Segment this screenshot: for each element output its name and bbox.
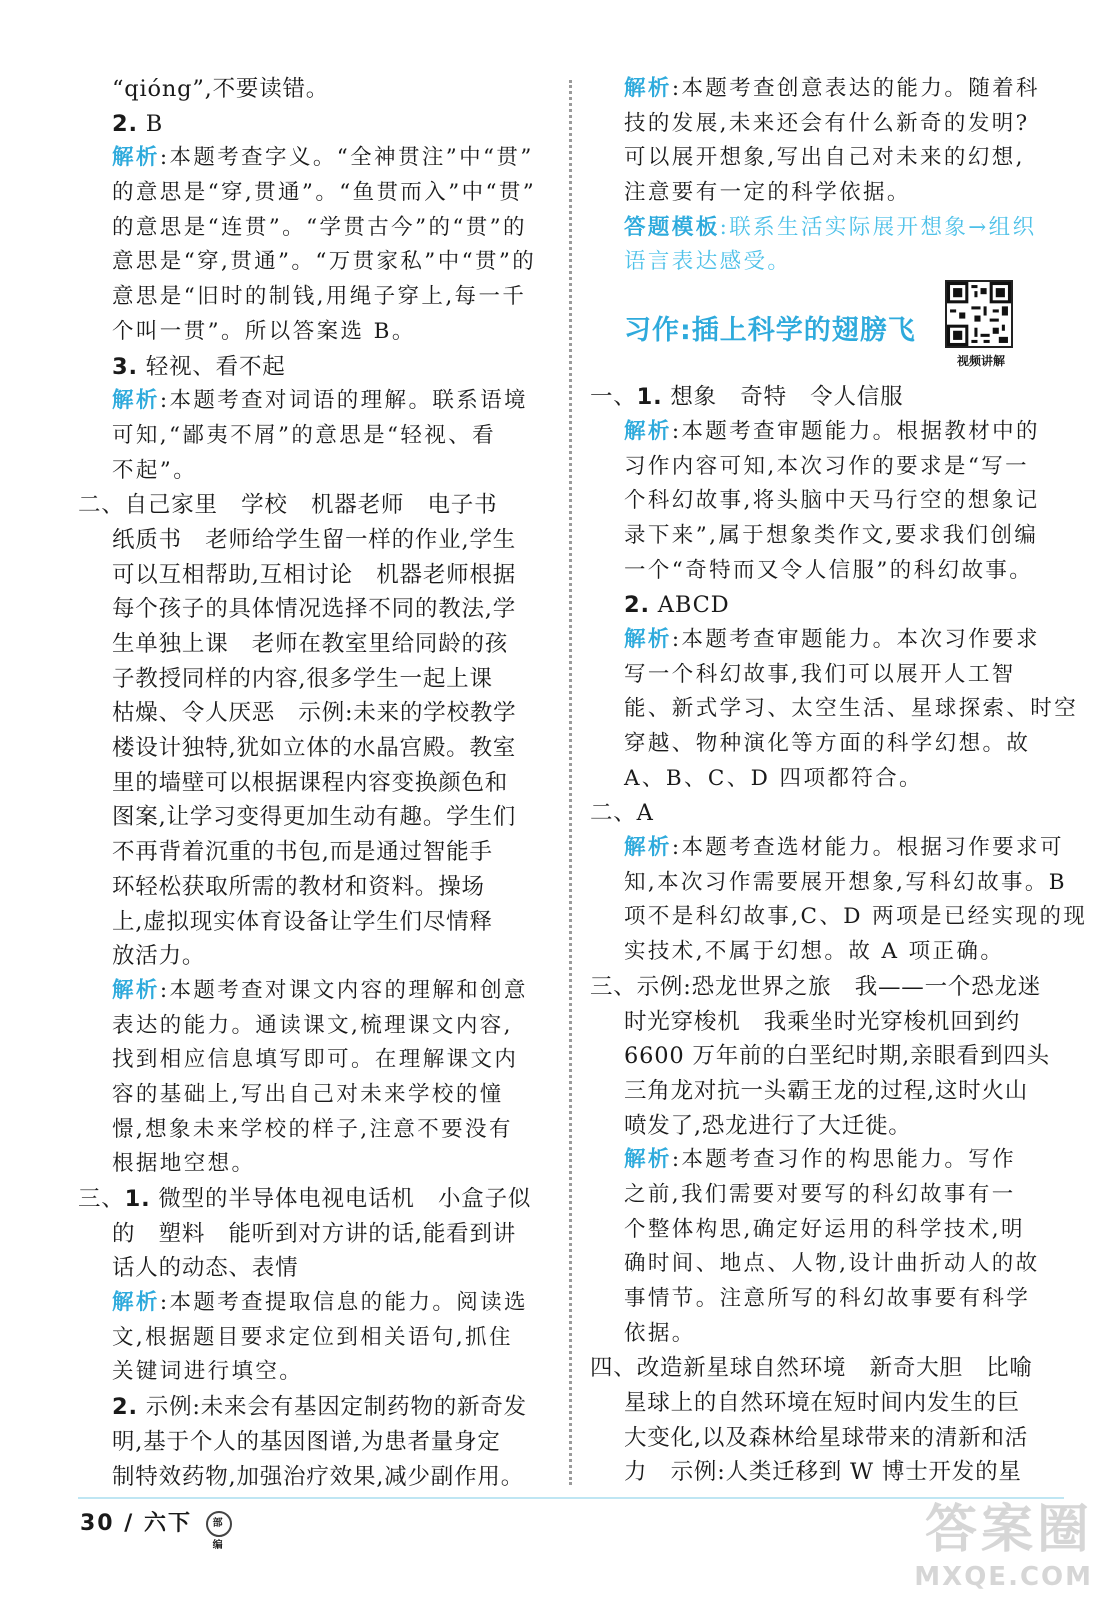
text-line (590, 588, 1064, 623)
line-text: :本题考查审题能力。根据教材中的 (671, 418, 1040, 444)
line-text: 录下来”,属于想象类作文,要求我们创编 (624, 522, 1039, 548)
line-text: 根据地空想。 (112, 1151, 256, 1177)
line-text: :本题考查习作的构思能力。写作 (671, 1147, 1017, 1173)
analysis-tag: 解析 (112, 145, 160, 171)
question-number: 2. (624, 592, 650, 619)
line-text: 个整体构思,确定好运用的科学技术,明 (624, 1216, 1025, 1242)
line-text: A (636, 800, 654, 827)
line-text: 星球上的自然环境在短时间内发生的巨 (624, 1390, 1021, 1417)
analysis-tag: 解析 (112, 1290, 160, 1316)
text-line (590, 1213, 1064, 1248)
line-text: 改造新星球自然环境 新奇大胆 比喻 (636, 1355, 1033, 1382)
text-line (78, 1217, 548, 1252)
page-number (80, 1506, 232, 1551)
text-line (78, 315, 548, 350)
line-text: 文,根据题目要求定位到相关语句,抓住 (112, 1324, 513, 1350)
text-line (590, 176, 1064, 211)
text-line (78, 1182, 548, 1217)
qr-code[interactable] (945, 280, 1013, 348)
text-line (590, 1143, 1064, 1178)
text-line (590, 72, 1064, 107)
text-line (78, 419, 548, 454)
text-line (590, 245, 1064, 280)
text-line (78, 176, 548, 211)
line-text: 轻视、看不起 (137, 353, 286, 380)
text-line (590, 762, 1064, 797)
edition-badge: 部编 (206, 1511, 232, 1537)
line-text: 枯燥、令人厌恶 示例:未来的学校教学 (112, 700, 517, 727)
text-line (590, 692, 1079, 727)
line-text: 的意思是“穿,贯通”。“鱼贯而入”中“贯” (112, 180, 537, 206)
text-line (590, 1317, 1064, 1352)
line-text: 纸质书 老师给学生留一样的作业,学生 (112, 526, 517, 553)
text-line (590, 415, 1064, 450)
line-text: :联系生活实际展开想象→组织 (719, 214, 1037, 240)
line-text: 6600 万年前的白垩纪时期,亲眼看到四头 (624, 1043, 1050, 1070)
line-text: 注意要有一定的科学依据。 (624, 180, 911, 206)
line-text: 意思是“穿,贯通”。“万贯家私”中“贯”的 (112, 249, 537, 275)
line-text: 依据。 (624, 1320, 696, 1346)
text-line (78, 488, 548, 523)
section-title: 习作:插上科学的翅膀飞 (624, 315, 916, 347)
section-number: 二、 (590, 800, 637, 827)
line-text: :本题考查对词语的理解。联系语境 (159, 388, 528, 414)
text-line (590, 935, 1064, 970)
line-text: 图案,让学习变得更加生动有趣。学生们 (112, 804, 517, 831)
line-text: 一个“奇特而又令人信服”的科幻故事。 (624, 557, 1034, 583)
line-text: 写一个科幻故事,我们可以展开人工智 (624, 661, 1016, 687)
section-number: 三、 (590, 973, 637, 1000)
line-text: :本题考查提取信息的能力。阅读选 (159, 1290, 528, 1316)
line-text: “qióng”,不要读错。 (112, 76, 330, 102)
line-text: 的意思是“连贯”。“学贯古今”的“贯”的 (112, 214, 527, 240)
text-line (78, 107, 548, 142)
right-top-block (590, 72, 1064, 280)
line-text: 不起”。 (112, 457, 198, 483)
line-text: 不再背着沉重的书包,而是通过智能手 (112, 839, 493, 866)
text-line (78, 1113, 548, 1148)
text-line (590, 658, 1064, 693)
text-line (78, 72, 548, 107)
analysis-tag: 解析 (112, 977, 160, 1003)
text-line (78, 905, 548, 940)
line-text: 示例:恐龙世界之旅 我——一个恐龙迷 (636, 973, 1042, 1000)
text-line (590, 1351, 1064, 1386)
line-text: 的 塑料 能听到对方讲的话,能看到讲 (112, 1220, 517, 1247)
line-text: 话人的动态、表情 (112, 1255, 299, 1282)
text-line (78, 1321, 548, 1356)
line-text: 之前,我们需要对要写的科幻故事有一 (624, 1181, 1016, 1207)
column-divider (569, 80, 572, 1485)
line-text: 语言表达感受。 (624, 249, 792, 275)
line-text: 可以互相帮助,互相讨论 机器老师根据 (112, 561, 517, 588)
text-line (78, 1251, 548, 1286)
text-line (590, 107, 1064, 142)
text-line (78, 1390, 548, 1425)
text-line (78, 1286, 548, 1321)
text-line (590, 796, 1064, 831)
line-text: 个叫一贯”。所以答案选 B。 (112, 318, 416, 344)
text-line (590, 831, 1064, 866)
line-text: 确时间、地点、人物,设计曲折动人的故 (624, 1251, 1040, 1277)
line-text: 容的基础上,写出自己对未来学校的憧 (112, 1081, 504, 1107)
line-text: 制特效药物,加强治疗效果,减少副作用。 (112, 1463, 525, 1490)
text-line (78, 1355, 548, 1390)
line-text: 三角龙对抗一头霸王龙的过程,这时火山 (624, 1077, 1029, 1104)
text-line (78, 350, 548, 385)
line-text: 子教授同样的内容,很多学生一起上课 (112, 665, 493, 692)
page-number-text: 30 / 六下 (80, 1511, 192, 1536)
analysis-tag: 解析 (112, 388, 160, 414)
line-text: 时光穿梭机 我乘坐时光穿梭机回到约 (624, 1008, 1021, 1035)
line-text: :本题考查审题能力。本次习作要求 (671, 626, 1040, 652)
line-text: 习作内容可知,本次习作的要求是“写一 (624, 453, 1030, 479)
watermark (914, 1487, 1093, 1592)
line-text: ABCD (649, 592, 730, 619)
question-number: 1. (636, 384, 663, 411)
line-text: 楼设计独特,犹如立体的水晶宫殿。教室 (112, 735, 517, 762)
line-text: 上,虚拟现实体育设备让学生们尽情释 (112, 908, 493, 935)
text-line (590, 519, 1064, 554)
line-text: 找到相应信息填写即可。在理解课文内 (112, 1047, 519, 1073)
line-text: 穿越、物种演化等方面的科学幻想。故 (624, 731, 1031, 756)
line-text: 意思是“旧时的制钱,用绳子穿上,每一千 (112, 284, 527, 310)
text-line (78, 280, 548, 315)
text-line (78, 662, 548, 697)
text-line (78, 592, 548, 627)
line-text: 自己家里 学校 机器老师 电子书 (124, 492, 498, 519)
text-line (590, 970, 1064, 1005)
analysis-tag: 答题模板 (624, 214, 720, 240)
text-line (78, 1009, 548, 1044)
text-line (590, 1247, 1064, 1282)
text-line (78, 1460, 548, 1495)
left-column (78, 72, 548, 1494)
section-number: 四、 (590, 1355, 637, 1382)
text-line (590, 866, 1067, 901)
text-line (78, 1043, 548, 1078)
text-line (78, 800, 548, 835)
line-text: :本题考查字义。“全神贯注”中“贯” (159, 145, 534, 171)
question-number: 1. (124, 1186, 151, 1212)
text-line (590, 623, 1064, 658)
section-number: 三、 (78, 1186, 125, 1212)
line-text: 实技术,不属于幻想。故 A 项正确。 (624, 939, 1005, 965)
line-text: 能、新式学习、太空生活、星球探索、时空 (624, 696, 1079, 722)
text-line (78, 523, 548, 558)
qr-label: 视频讲解 (956, 354, 1005, 369)
line-text: 生单独上课 老师在教室里给同龄的孩 (112, 631, 509, 657)
line-text: 表达的能力。通读课文,梳理课文内容, (112, 1012, 513, 1038)
text-line (590, 727, 1064, 762)
section-number: 一、 (590, 384, 637, 411)
line-text: :本题考查对课文内容的理解和创意 (159, 977, 528, 1003)
text-line (590, 211, 1064, 246)
text-line (78, 731, 548, 766)
watermark-logo: 答案圈 (924, 1500, 1093, 1560)
text-line (590, 1386, 1064, 1421)
analysis-tag: 解析 (624, 76, 672, 101)
text-line (78, 384, 548, 419)
text-line (590, 1005, 1064, 1040)
line-text: 每个孩子的具体情况选择不同的教法,学 (112, 596, 517, 623)
text-line (78, 766, 548, 801)
right-column (590, 72, 1088, 1490)
text-line (78, 696, 548, 731)
line-text: :本题考查选材能力。根据习作要求可 (671, 835, 1064, 861)
line-text: 可知,“鄙夷不屑”的意思是“轻视、看 (112, 422, 497, 448)
analysis-tag: 解析 (624, 835, 672, 861)
line-text: 里的墙壁可以根据课程内容变换颜色和 (112, 769, 509, 796)
text-line (590, 380, 1064, 415)
text-line (590, 1109, 1064, 1144)
text-line (78, 974, 548, 1009)
line-text: A、B、C、D 四项都符合。 (624, 765, 923, 791)
analysis-tag: 解析 (624, 626, 672, 652)
line-text: :本题考查创意表达的能力。随着科 (671, 76, 1040, 101)
line-text: 喷发了,恐龙进行了大迁徙。 (624, 1112, 912, 1139)
line-text: 关键词进行填空。 (112, 1359, 304, 1385)
text-line (590, 1421, 1064, 1456)
question-number: 2. (112, 1394, 138, 1421)
text-line (78, 211, 548, 246)
line-text: 事情节。注意所写的科幻故事要有科学 (624, 1286, 1031, 1311)
text-line (590, 450, 1064, 485)
line-text: 知,本次习作需要展开想象,写科幻故事。B (624, 869, 1067, 895)
text-line (78, 1147, 548, 1182)
text-line (78, 870, 548, 905)
text-line (590, 1074, 1064, 1109)
line-text: 力 示例:人类迁移到 W 博士开发的星 (624, 1459, 1022, 1486)
line-text: 放活力。 (112, 943, 206, 970)
text-line (590, 484, 1064, 519)
text-line (590, 554, 1064, 589)
line-text: 项不是科幻故事,C、D 两项是已经实现的现 (624, 904, 1088, 930)
line-text: B (137, 110, 164, 137)
text-line (78, 1078, 548, 1113)
line-text: 微型的半导体电视电话机 小盒子似 (150, 1186, 532, 1212)
question-number: 3. (112, 353, 138, 380)
text-line (78, 454, 548, 489)
qr-code-icon (947, 282, 1011, 346)
question-number: 2. (112, 110, 138, 137)
text-line (78, 939, 548, 974)
text-line (590, 141, 1064, 176)
right-main-block (590, 380, 1088, 1490)
text-line (78, 558, 548, 593)
line-text: 个科幻故事,将头脑中天马行空的想象记 (624, 488, 1040, 514)
line-text: 大变化,以及森林给星球带来的清新和活 (624, 1424, 1029, 1451)
watermark-url: MXQE.COM (914, 1562, 1093, 1592)
text-line (590, 1178, 1064, 1213)
text-line (78, 1425, 548, 1460)
line-text: 技的发展,未来还会有什么新奇的发明? (624, 110, 1030, 136)
line-text: 憬,想象未来学校的样子,注意不要没有 (112, 1116, 513, 1142)
section-header (590, 280, 1064, 380)
line-text: 示例:未来会有基因定制药物的新奇发 (137, 1394, 527, 1421)
line-text: 环轻松获取所需的教材和资料。操场 (112, 873, 485, 900)
line-text: 可以展开想象,写出自己对未来的幻想, (624, 145, 1025, 171)
line-text: 想象 奇特 令人信服 (662, 384, 904, 411)
analysis-tag: 解析 (624, 1147, 672, 1173)
text-line (78, 141, 548, 176)
text-line (590, 900, 1088, 935)
section-number: 二、 (78, 492, 125, 519)
text-line (590, 1039, 1064, 1074)
text-line (590, 1282, 1064, 1317)
text-line (78, 835, 548, 870)
text-line (78, 627, 548, 662)
line-text: 明,基于个人的基因图谱,为患者量身定 (112, 1428, 501, 1455)
text-line (78, 245, 548, 280)
text-line (590, 1455, 1064, 1490)
analysis-tag: 解析 (624, 418, 672, 444)
